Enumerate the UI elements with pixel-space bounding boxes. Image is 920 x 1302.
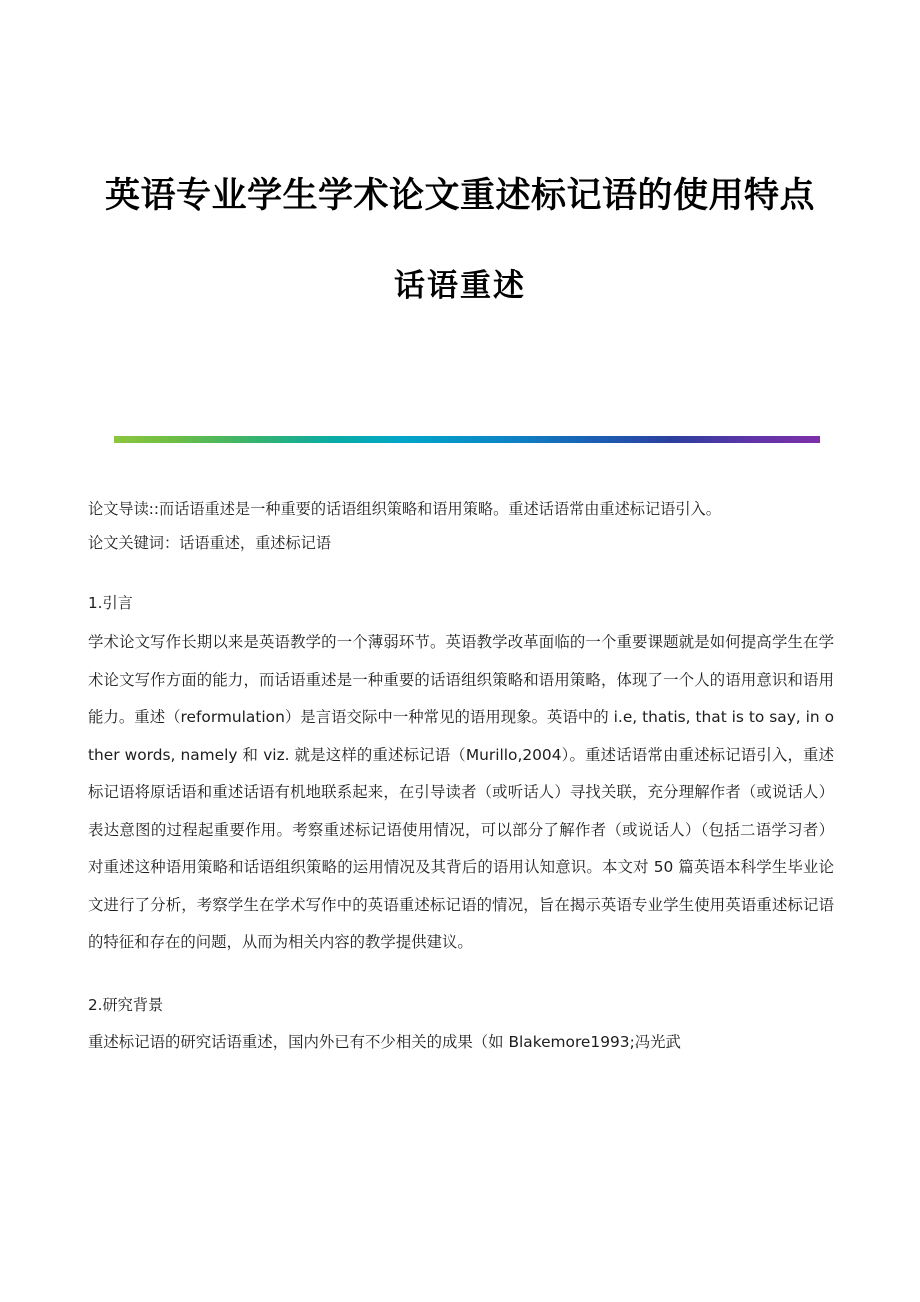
section-2-paragraph: 重述标记语的研究话语重述，国内外已有不少相关的成果（如 Blakemore1993;冯光武 bbox=[88, 1032, 681, 1051]
page-subtitle: 话语重述 bbox=[394, 267, 526, 304]
section-heading-1: 1.引言 bbox=[88, 594, 133, 612]
title-block bbox=[92, 168, 828, 309]
gradient-divider-bar bbox=[114, 436, 820, 443]
abstract-keywords: 论文关键词：话语重述，重述标记语 bbox=[88, 534, 331, 552]
section-1-paragraph: 学术论文写作长期以来是英语教学的一个薄弱环节。英语教学改革面临的一个重要课题就是如何提高学生在学术论文写作方面的能力，而话语重述是一种重要的话语组织策略和语用策略，体现了一个人的语用意识和语用能力。重述（reformulation）是言语交际中一种常见的语用现象。英语中的 i.e, thatis, that is to say, in other words, namely 和 viz. 就是这样的重述标记语（Murillo,2004）。重述话语常由重述标记语引入，重述标记语将原话语和重述话语有机地联系起来，在引导读者（或听话人）寻找关联，充分理解作者（或说话人）表达意图的过程起重要作用。考察重述标记语使用情况，可以部分了解作者（或说话人）（包括二语学习者）对重述这种语用策略和话语组织策略的运用情况及其背后的语用认知意识。本文对 50 篇英语本科学生毕业论文进行了分析，考察学生在学术写作中的英语重述标记语的情况，旨在揭示英语专业学生使用英语重述标记语的特征和存在的问题，从而为相关内容的教学提供建议。 bbox=[88, 633, 834, 951]
document-body bbox=[88, 492, 834, 1061]
section-heading-2: 2.研究背景 bbox=[88, 995, 164, 1014]
page-title: 英语专业学生学术论文重述标记语的使用特点 bbox=[104, 175, 815, 216]
gradient-divider bbox=[114, 436, 820, 443]
abstract-lead: 论文导读::而话语重述是一种重要的话语组织策略和语用策略。重述话语常由重述标记语引入。 bbox=[88, 500, 721, 518]
